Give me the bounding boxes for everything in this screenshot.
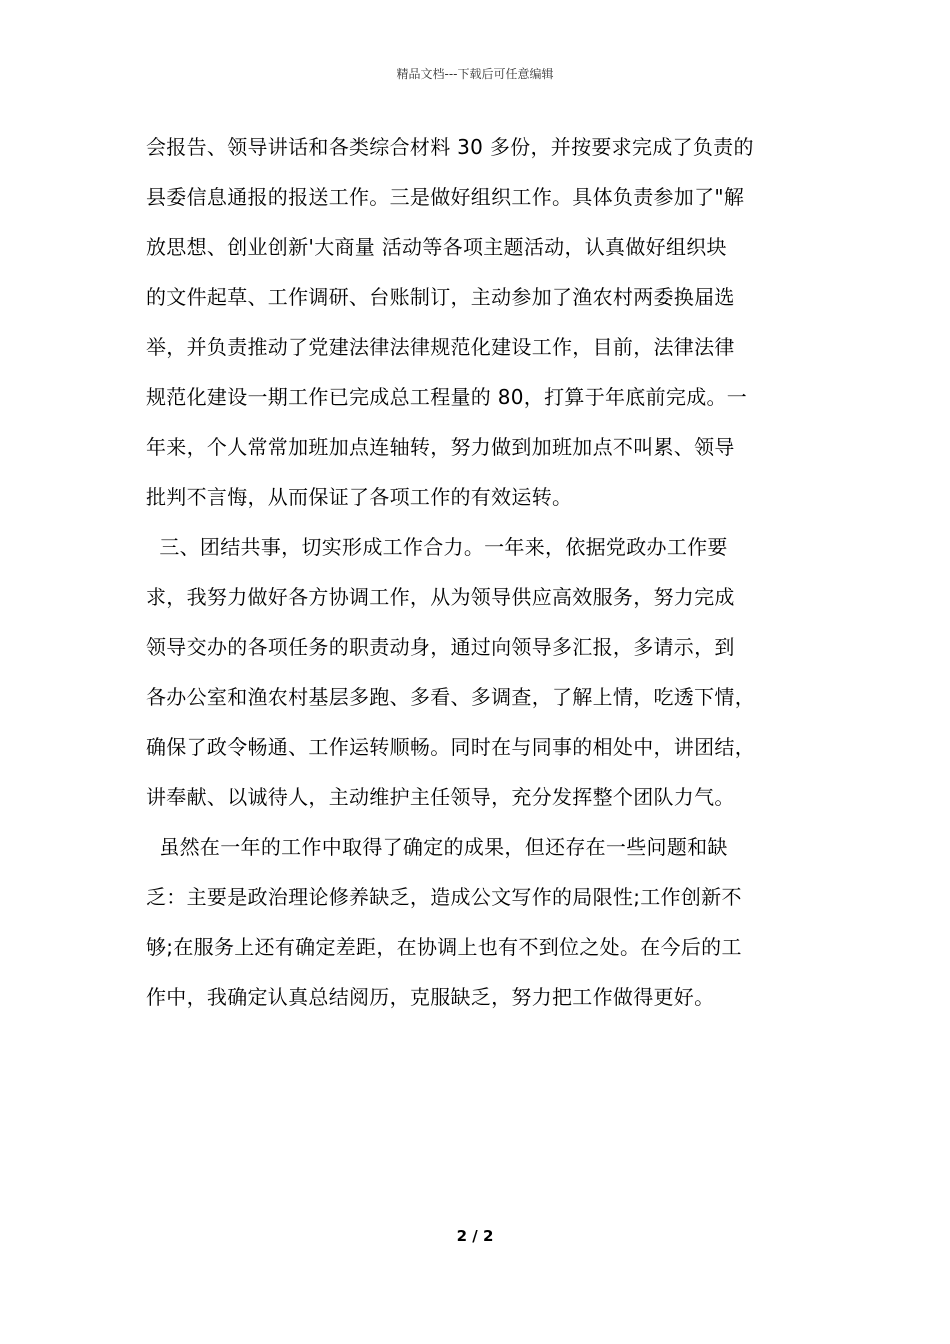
body-line: 各办公室和渔农村基层多跑、多看、多调查，了解上情，吃透下情，	[146, 685, 755, 709]
body-line: 够;在服务上还有确定差距，在协调上也有不到位之处。在今后的工	[146, 935, 742, 959]
body-line: 三、团结共事，切实形成工作合力。一年来，依据党政办工作要	[146, 535, 728, 559]
body-line: 确保了政令畅通、工作运转顺畅。同时在与同事的相处中，讲团结，	[146, 735, 755, 759]
body-line: 的文件起草、工作调研、台账制订，主动参加了渔农村两委换届选	[146, 285, 735, 309]
body-line: 会报告、领导讲话和各类综合材料 30 多份，并按要求完成了负责的	[146, 135, 754, 159]
page-header: 精品文档---下载后可任意编辑	[396, 67, 554, 81]
body-line: 讲奉献、以诚待人，主动维护主任领导，充分发挥整个团队力气。	[146, 785, 735, 809]
body-line: 县委信息通报的报送工作。三是做好组织工作。具体负责参加了"解	[146, 185, 745, 209]
body-line: 求，我努力做好各方协调工作，从为领导供应高效服务，努力完成	[146, 585, 735, 609]
body-line: 虽然在一年的工作中取得了确定的成果，但还存在一些问题和缺	[146, 835, 728, 859]
body-line: 规范化建设一期工作已完成总工程量的 80，打算于年底前完成。一	[146, 385, 748, 409]
document-body	[146, 122, 810, 1022]
body-line: 放思想、创业创新'大商量 活动等各项主题活动，认真做好组织块	[146, 235, 727, 259]
page-number: 2 / 2	[456, 1227, 494, 1245]
body-line: 作中，我确定认真总结阅历，克服缺乏，努力把工作做得更好。	[146, 985, 715, 1009]
body-line: 年来，个人常常加班加点连轴转，努力做到加班加点不叫累、领导	[146, 435, 735, 459]
body-line: 乏：主要是政治理论修养缺乏，造成公文写作的局限性;工作创新不	[146, 885, 742, 909]
body-line: 举，并负责推动了党建法律法律规范化建设工作，目前，法律法律	[146, 335, 735, 359]
body-line: 领导交办的各项任务的职责动身，通过向领导多汇报，多请示，到	[146, 635, 735, 659]
body-line: 批判不言悔，从而保证了各项工作的有效运转。	[146, 485, 573, 509]
